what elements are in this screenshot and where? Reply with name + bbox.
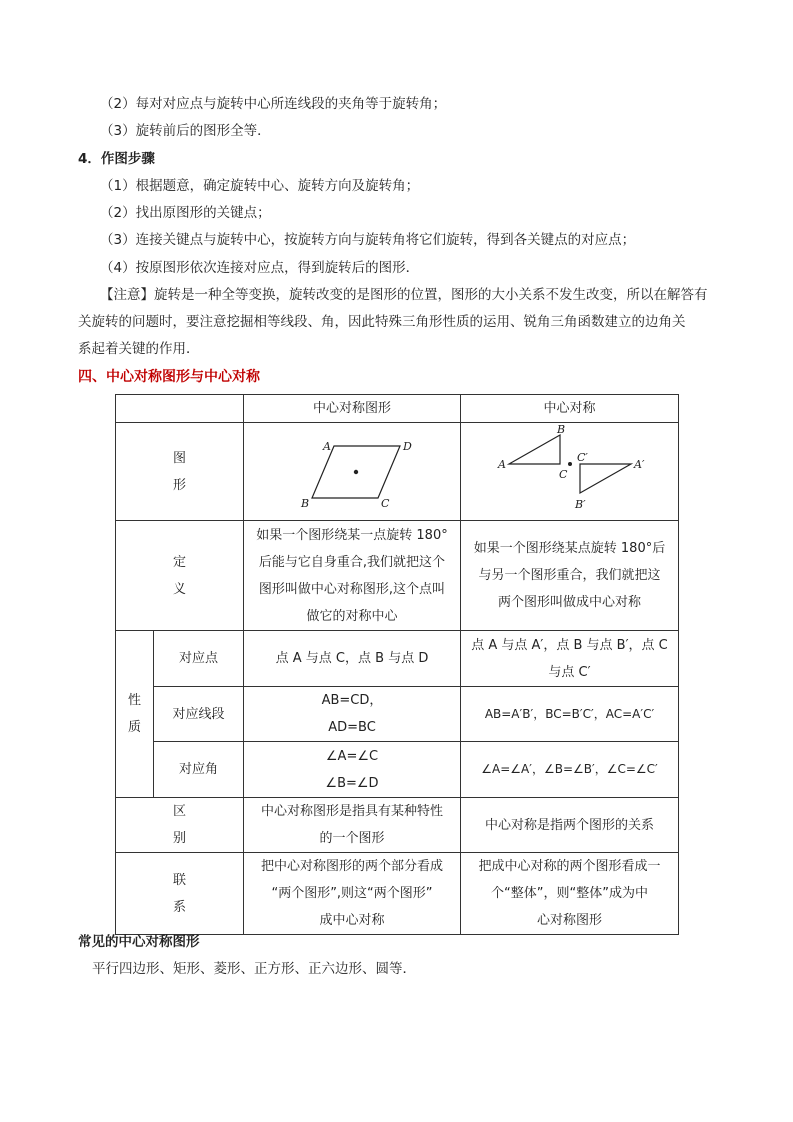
property-line-2: （2）每对对应点与旋转中心所连线段的夹角等于旋转角； — [100, 96, 447, 112]
connection-left — [244, 853, 461, 935]
central-symmetry-figure-cell — [461, 423, 679, 521]
corresponding-angles-row — [116, 742, 679, 798]
definition-left-line: 图形叫做中心对称图形,这个点叫 — [258, 581, 446, 597]
definition-row — [116, 521, 679, 631]
connection-row-label — [116, 853, 244, 935]
symmetry-center — [568, 462, 572, 466]
definition-right-line: 两个图形叫做成中心对称 — [497, 595, 641, 610]
definition-row-label — [116, 521, 244, 631]
step-3: （3）连接关键点与旋转中心，按旋转方向与旋转角将它们旋转，得到各关键点的对应点； — [100, 232, 636, 248]
difference-left-line: 中心对称图形是指具有某种特性 — [260, 804, 443, 819]
label-A: A — [323, 439, 331, 453]
label-D: D — [403, 439, 412, 453]
connection-label-char-2: 系 — [172, 899, 186, 915]
definition-left-line: 做它的对称中心 — [306, 608, 398, 624]
corresponding-points-right-line: 与点 C′ — [548, 664, 591, 680]
definition-left-line: 如果一个图形绕某一点旋转 180° — [256, 527, 448, 543]
header-central-symmetric-figure: 中心对称图形 — [244, 395, 461, 423]
corresponding-points-left: 点 A 与点 C，点 B 与点 D — [244, 631, 461, 687]
definition-left — [244, 521, 461, 631]
note-line-2: 关旋转的问题时，要注意挖掘相等线段、角，因此特殊三角形性质的运用、锐角三角函数建立的边角关 — [78, 314, 686, 330]
comparison-table — [115, 394, 679, 935]
connection-right — [461, 853, 679, 935]
corresponding-points-row — [116, 631, 679, 687]
corresponding-angles-left-line: ∠B=∠D — [325, 775, 379, 791]
difference-row-label — [116, 798, 244, 853]
connection-left-line: 把中心对称图形的两个部分看成 — [260, 859, 443, 874]
figure-label-char-2: 形 — [172, 477, 186, 493]
difference-row — [116, 798, 679, 853]
figure-row-label — [116, 423, 244, 521]
connection-right-line: 个“整体”，则“整体”成为中 — [491, 886, 648, 901]
section-4-title: 4．作图步骤 — [78, 151, 155, 167]
triangle-A2B2C2 — [580, 464, 631, 493]
corresponding-angles-label: 对应角 — [154, 742, 244, 798]
connection-right-line: 心对称图形 — [536, 913, 602, 928]
connection-left-line: “两个图形”,则这“两个图形” — [271, 886, 433, 901]
note-line-1: 【注意】旋转是一种全等变换，旋转改变的是图形的位置，图形的大小关系不发生改变，所以在解答有 — [100, 287, 708, 303]
note-line-3: 系起着关键的作用． — [78, 341, 200, 357]
difference-right: 中心对称是指两个图形的关系 — [461, 798, 679, 853]
label-A-prime: A′ — [633, 457, 644, 471]
definition-left-line: 后能与它自身重合,我们就把这个 — [258, 554, 446, 570]
connection-label-char-1: 联 — [172, 872, 186, 888]
corresponding-segments-left-line: AB=CD， — [321, 693, 383, 708]
label-B: B — [556, 423, 565, 436]
corresponding-angles-left-line: ∠A=∠C — [325, 748, 379, 764]
header-row — [116, 395, 679, 423]
connection-row — [116, 853, 679, 935]
corresponding-segments-right: AB=A′B′，BC=B′C′，AC=A′C′ — [461, 687, 679, 742]
header-blank — [116, 395, 244, 423]
definition-right-line: 与另一个图形重合，我们就把这 — [478, 568, 661, 583]
properties-label — [116, 631, 154, 798]
connection-right-line: 把成中心对称的两个图形看成一 — [478, 859, 661, 874]
label-C: C — [381, 496, 390, 510]
difference-left-line: 的一个图形 — [319, 831, 385, 846]
parallelogram-diagram — [252, 432, 452, 512]
parallelogram-figure-cell — [244, 423, 461, 521]
common-figures-text: 平行四边形、矩形、菱形、正方形、正六边形、圆等． — [92, 961, 416, 977]
label-B-prime: B′ — [574, 497, 586, 511]
corresponding-angles-right: ∠A=∠A′，∠B=∠B′，∠C=∠C′ — [461, 742, 679, 798]
step-1: （1）根据题意，确定旋转中心、旋转方向及旋转角； — [100, 178, 420, 194]
corresponding-segments-left-line: AD=BC — [328, 720, 376, 735]
corresponding-points-right-line: 点 A 与点 A′，点 B 与点 B′，点 C — [471, 637, 668, 653]
property-line-3: （3）旋转前后的图形全等． — [100, 123, 271, 139]
definition-label-char-2: 义 — [172, 581, 186, 597]
triangle-ABC — [509, 435, 560, 464]
connection-left-line: 成中心对称 — [319, 913, 385, 928]
difference-label-char-1: 区 — [172, 804, 186, 819]
step-2: （2）找出原图形的关键点； — [100, 205, 271, 221]
definition-label-char-1: 定 — [172, 554, 186, 570]
definition-right-line: 如果一个图形绕某点旋转 180°后 — [473, 541, 666, 556]
figure-row — [116, 423, 679, 521]
properties-label-char-1: 性 — [127, 693, 141, 708]
label-C: C — [558, 467, 567, 481]
difference-left — [244, 798, 461, 853]
header-central-symmetry: 中心对称 — [461, 395, 679, 423]
figure-label-char-1: 图 — [172, 450, 186, 466]
triangle-pair-diagram — [465, 424, 675, 520]
section-heading: 四、中心对称图形与中心对称 — [78, 369, 260, 385]
corresponding-points-label: 对应点 — [154, 631, 244, 687]
common-figures-title: 常见的中心对称图形 — [78, 934, 200, 950]
corresponding-angles-left — [244, 742, 461, 798]
center-point — [354, 469, 358, 473]
properties-label-char-2: 质 — [127, 720, 141, 735]
definition-right — [461, 521, 679, 631]
step-4: （4）按原图形依次连接对应点，得到旋转后的图形． — [100, 260, 420, 276]
corresponding-segments-left — [244, 687, 461, 742]
corresponding-segments-label: 对应线段 — [154, 687, 244, 742]
label-A: A — [497, 457, 506, 471]
corresponding-points-right — [461, 631, 679, 687]
label-C-prime: C′ — [576, 450, 588, 464]
difference-label-char-2: 别 — [172, 831, 186, 846]
corresponding-segments-row — [116, 687, 679, 742]
label-B: B — [301, 496, 310, 510]
